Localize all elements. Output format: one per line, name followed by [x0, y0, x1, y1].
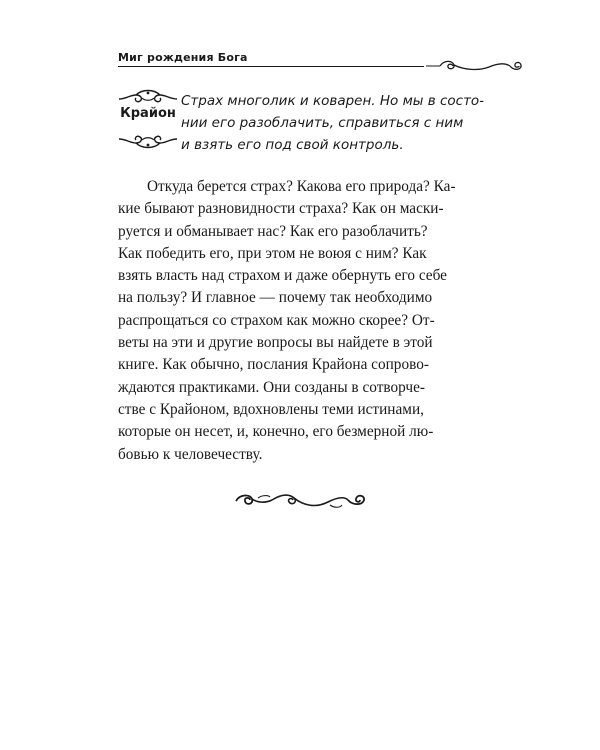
paragraph-line: на пользу? И главное — почему так необходимо [118, 289, 433, 307]
speaker-label: Крайон [120, 106, 176, 121]
paragraph-line: бовью к человечеству. [118, 445, 263, 463]
paragraph-line: книге. Как обычно, послания Крайона сопрово- [118, 356, 429, 374]
paragraph-line: Как победить его, при этом не воюя с ним? Как [118, 244, 427, 262]
end-flourish-icon [232, 486, 368, 516]
paragraph-line: Откуда берется страх? Какова его природа? Ка- [147, 178, 456, 195]
body-paragraph [118, 176, 526, 466]
epigraph-quote [181, 90, 523, 156]
header-flourish-icon [424, 58, 526, 76]
scroll-ornament-icon [116, 132, 180, 152]
paragraph-line: стве с Крайоном, вдохновлены теми истинами, [118, 400, 424, 418]
paragraph-line: распрощаться со страхом как можно скорее? От- [118, 311, 435, 329]
epigraph-line: и взять его под свой контроль. [181, 137, 404, 153]
epigraph-line: нии его разоблачить, справиться с ним [181, 115, 464, 131]
paragraph-line: кие бывают разновидности страха? Как он маски- [118, 200, 444, 218]
scroll-ornament-icon [116, 86, 180, 106]
running-head-title: Миг рождения Бога [118, 51, 248, 64]
epigraph-line: Страх многолик и коварен. Но мы в состо- [181, 93, 485, 109]
paragraph-line: которые он несет, и, конечно, его безмерной лю- [118, 423, 434, 441]
paragraph-line: руется и обманывает нас? Как его разоблачить? [118, 222, 428, 240]
speaker-badge [116, 86, 180, 156]
paragraph-line: ждаются практиками. Они созданы в сотворче- [118, 378, 426, 396]
paragraph-line: веты на эти и другие вопросы вы найдете в этой [118, 334, 433, 352]
paragraph-line: взять власть над страхом и даже обернуть его себе [118, 267, 447, 285]
